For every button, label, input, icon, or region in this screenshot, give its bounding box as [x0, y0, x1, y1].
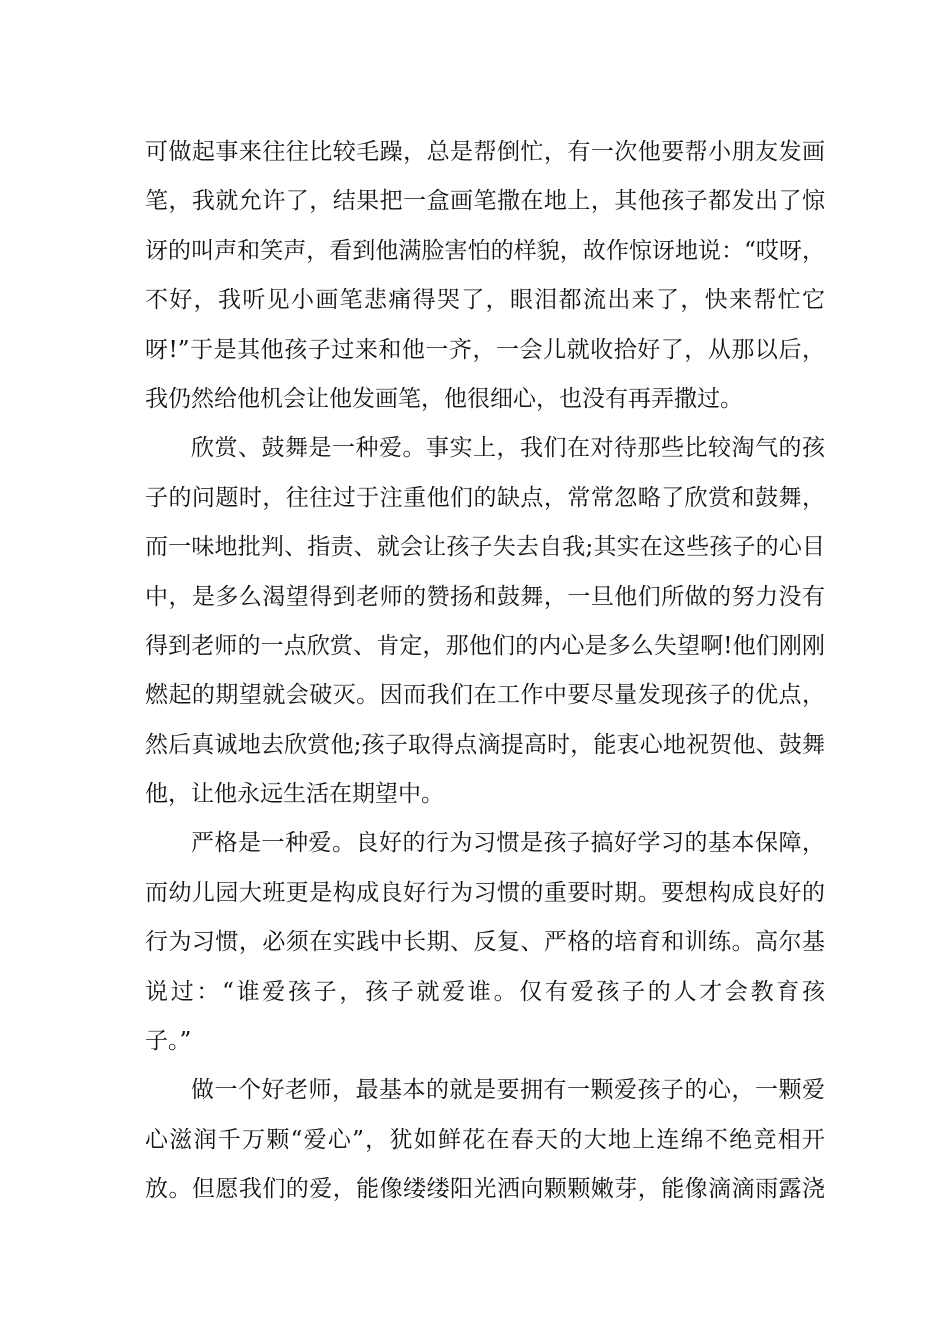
paragraph-line: 做一个好老师，最基本的就是要拥有一颗爱孩子的心，一颗爱 — [191, 1077, 825, 1104]
paragraph-line: 可做起事来往往比较毛躁，总是帮倒忙，有一次他要帮小朋友发画 — [145, 139, 825, 165]
paragraph-line: 呀!”于是其他孩子过来和他一齐，一会儿就收拾好了，从那以后， — [145, 336, 825, 363]
paragraph-1 — [145, 128, 825, 424]
paragraph-line: 子的问题时，往往过于注重他们的缺点，常常忽略了欣赏和鼓舞， — [145, 484, 825, 511]
paragraph-line: 而幼儿园大班更是构成良好行为习惯的重要时期。要想构成良好的 — [145, 879, 825, 906]
paragraph-line: 笔，我就允许了，结果把一盒画笔撒在地上，其他孩子都发出了惊 — [145, 188, 825, 215]
paragraph-line: 不好，我听见小画笔悲痛得哭了，眼泪都流出来了，快来帮忙它 — [145, 287, 825, 314]
paragraph-line: 燃起的期望就会破灭。因而我们在工作中要尽量发现孩子的优点， — [145, 682, 825, 709]
paragraph-line: 他，让他永远生活在期望中。 — [145, 781, 444, 808]
paragraph-line: 讶的叫声和笑声，看到他满脸害怕的样貌，故作惊讶地说：“哎呀， — [145, 237, 825, 264]
paragraph-line: 我仍然给他机会让他发画笔，他很细心，也没有再弄撒过。 — [145, 385, 743, 412]
paragraph-2 — [145, 424, 825, 819]
paragraph-3 — [145, 819, 825, 1066]
paragraph-line: 得到老师的一点欣赏、肯定，那他们的内心是多么失望啊!他们刚刚 — [145, 632, 825, 659]
paragraph-line: 而一味地批判、指责、就会让孩子失去自我;其实在这些孩子的心目 — [145, 534, 825, 561]
paragraph-line: 严格是一种爱。良好的行为习惯是孩子搞好学习的基本保障， — [191, 830, 825, 857]
paragraph-line: 心滋润千万颗“爱心”，犹如鲜花在春天的大地上连绵不绝竞相开 — [145, 1126, 825, 1153]
paragraph-4 — [145, 1066, 825, 1214]
paragraph-line: 欣赏、鼓舞是一种爱。事实上，我们在对待那些比较淘气的孩 — [191, 435, 825, 462]
paragraph-line: 子。” — [145, 1028, 192, 1055]
paragraph-line: 说过：“谁爱孩子，孩子就爱谁。仅有爱孩子的人才会教育孩 — [145, 978, 825, 1005]
document-body — [145, 128, 825, 1215]
paragraph-line: 中，是多么渴望得到老师的赞扬和鼓舞，一旦他们所做的努力没有 — [145, 583, 825, 610]
paragraph-line: 然后真诚地去欣赏他;孩子取得点滴提高时，能衷心地祝贺他、鼓舞 — [145, 731, 825, 758]
paragraph-line: 行为习惯，必须在实践中长期、反复、严格的培育和训练。高尔基 — [145, 929, 825, 956]
paragraph-line: 放。但愿我们的爱，能像缕缕阳光洒向颗颗嫩芽，能像滴滴雨露浇 — [145, 1176, 825, 1203]
